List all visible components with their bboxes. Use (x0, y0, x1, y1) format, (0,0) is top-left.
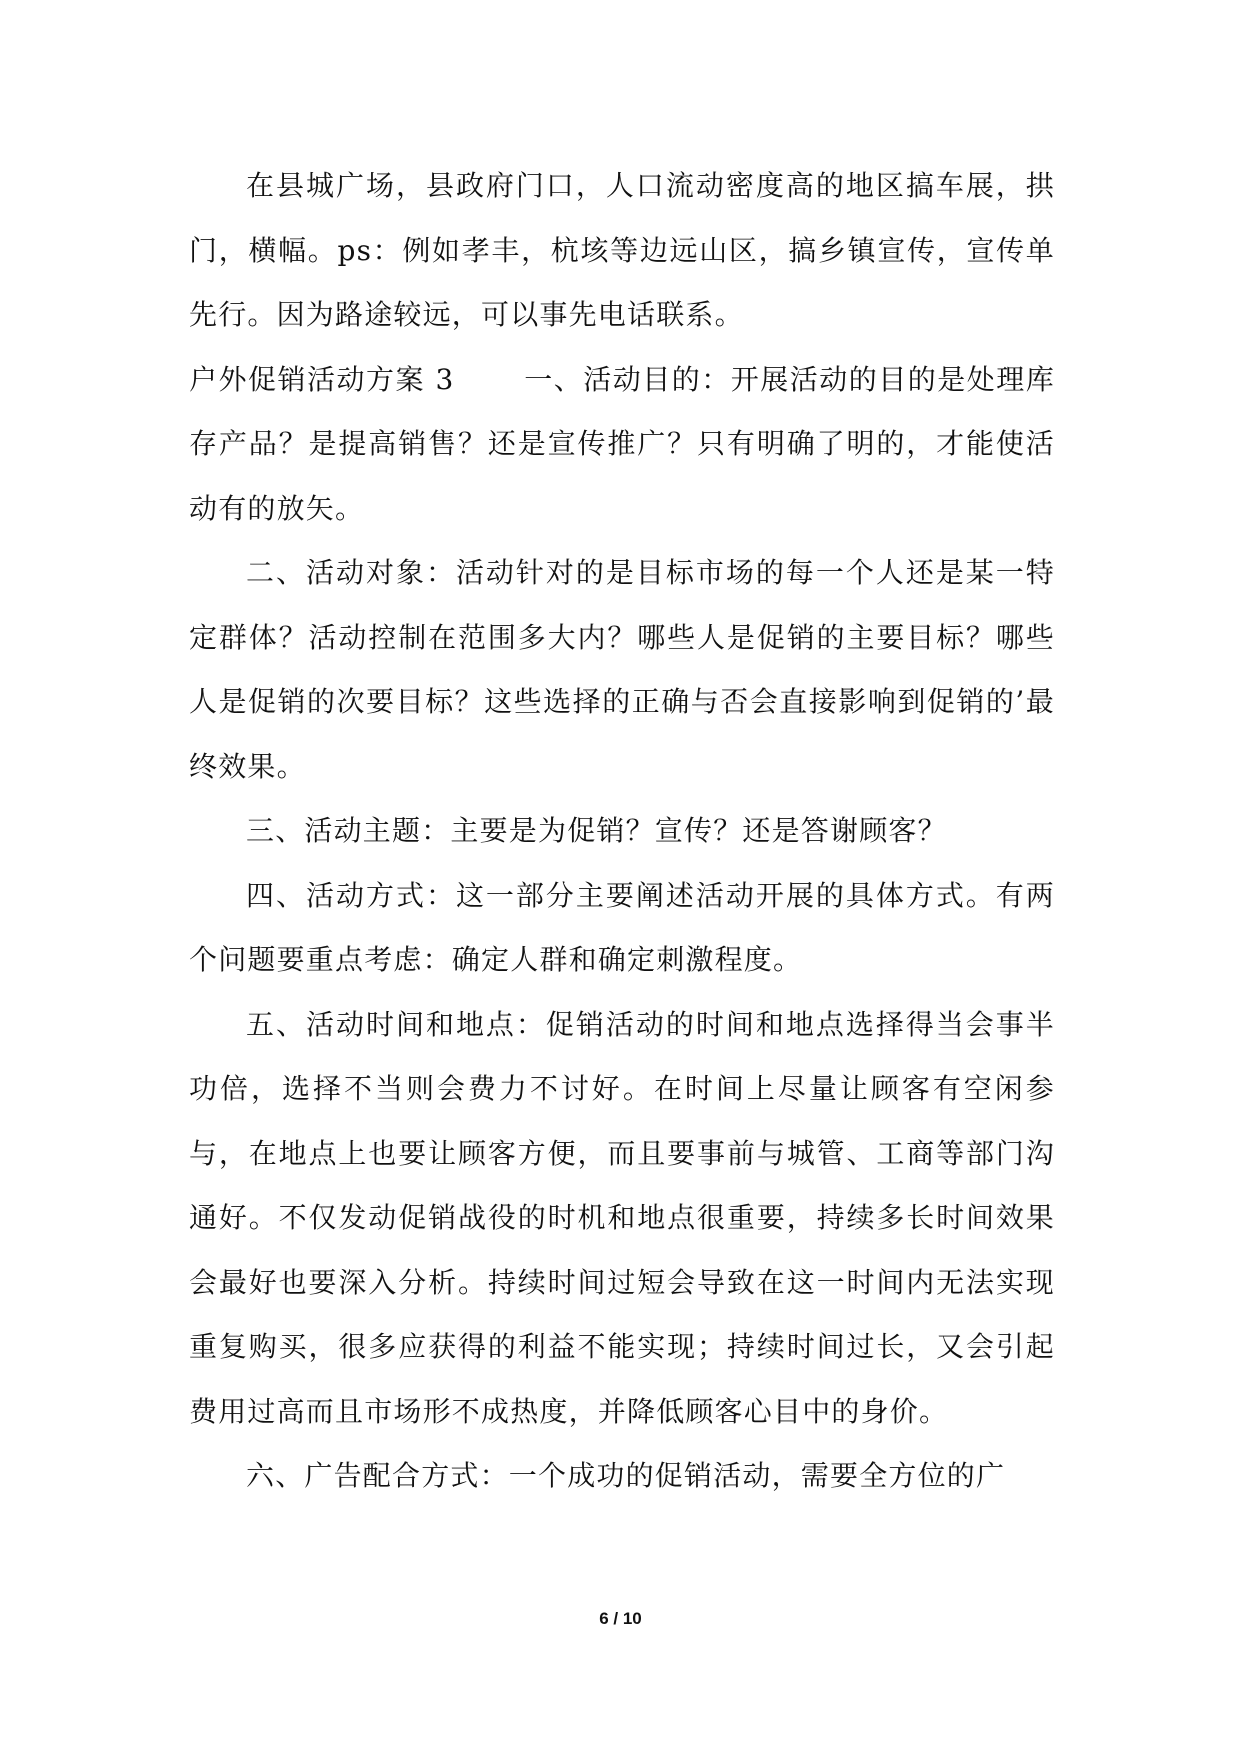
document-body (189, 154, 1055, 1509)
page-number: 6 / 10 (599, 1609, 642, 1628)
paragraph-plan-3-goal: 户外促销活动方案 3 一、活动目的：开展活动的目的是处理库存产品？是提高销售？还是宣传推广？只有明确了明的，才能使活动有的放矢。 (189, 362, 1055, 525)
paragraph-method: 四、活动方式：这一部分主要阐述活动开展的具体方式。有两个问题要重点考虑：确定人群和确定刺激程度。 (189, 878, 1055, 976)
paragraph-county-exhibition: 在县城广场，县政府门口，人口流动密度高的地区搞车展，拱门，横幅。ps：例如孝丰，杭垓等边远山区，搞乡镇宣传，宣传单先行。因为路途较远，可以事先电话联系。 (189, 169, 1055, 331)
paragraph-advertising: 六、广告配合方式：一个成功的促销活动，需要全方位的广 (246, 1459, 1006, 1492)
paragraph-time-place: 五、活动时间和地点：促销活动的时间和地点选择得当会事半功倍，选择不当则会费力不讨好。在时间上尽量让顾客有空闲参与，在地点上也要让顾客方便，而且要事前与城管、工商等部门沟通好。不仅发动促销战役的时机和地点很重要，持续多长时间效果会最好也要深入分析。持续时间过短会导致在这一时间内无法实现重复购买，很多应获得的利益不能实现；持续时间过长，又会引起费用过高而且市场形不成热度，并降低顾客心目中的身价。 (189, 1007, 1055, 1428)
paragraph-theme: 三、活动主题：主要是为促销？宣传？还是答谢顾客？ (246, 814, 947, 847)
paragraph-target: 二、活动对象：活动针对的是目标市场的每一个人还是某一特定群体？活动控制在范围多大内？哪些人是促销的主要目标？哪些人是促销的次要目标？这些选择的正确与否会直接影响到促销的’最终效果。 (189, 556, 1055, 783)
